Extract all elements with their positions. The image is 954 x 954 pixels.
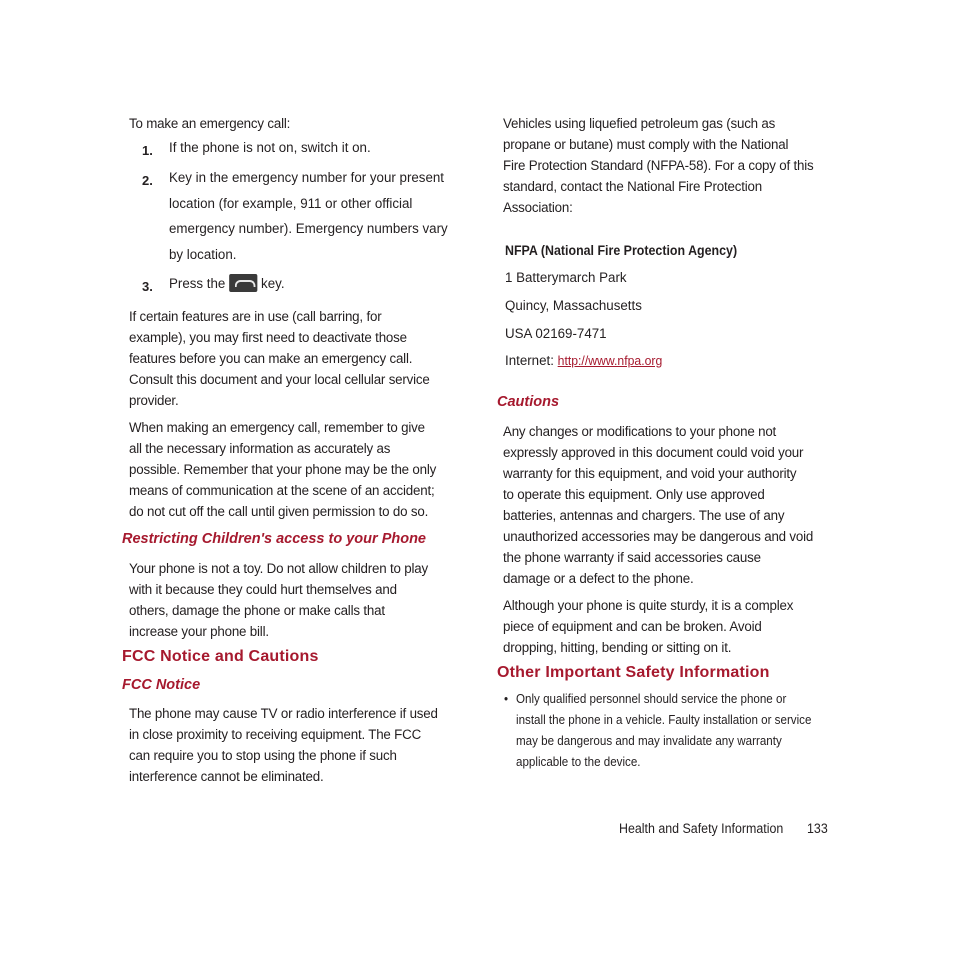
features-paragraph: If certain features are in use (call barring, for example), you may first need to deactivate those features before you can make an emergency call. Consult this document and your local cellular service provider.	[129, 309, 430, 409]
other-safety-heading: Other Important Safety Information	[497, 664, 770, 681]
step-3-number: 3.	[142, 279, 153, 294]
step-2-text: Key in the emergency number for your present location (for example, 911 or other official emergency number). Emergency numbers vary by location.	[169, 170, 448, 263]
send-key-icon	[229, 274, 257, 292]
lpg-paragraph: Vehicles using liquefied petroleum gas (such as propane or butane) must comply with the National Fire Protection Standard (NFPA-58). For a copy of this standard, contact the National Fire Protection Association:	[503, 116, 814, 216]
cautions-paragraph-2: Although your phone is quite sturdy, it is a complex piece of equipment and can be broken. Avoid dropping, hitting, bending or sitting on it.	[503, 598, 794, 656]
fcc-paragraph: The phone may cause TV or radio interference if used in close proximity to receiving equipment. The FCC can require you to stop using the phone if such interference cannot be eliminated.	[129, 706, 438, 785]
step-2-number: 2.	[142, 173, 153, 188]
cautions-paragraph-1: Any changes or modifications to your phone not expressly approved in this document could void your warranty for this equipment, and void your authority to operate this equipment. Only use approved batteries, antennas and chargers. The use of any unauthorized accessories may be dangerous and void the phone warranty if said accessories cause damage or a defect to the phone.	[503, 424, 814, 587]
address-line-2: Quincy, Massachusetts	[505, 298, 642, 314]
bullet-item-qualified-personnel: Only qualified personnel should service the phone or install the phone in a vehicle. Faulty installation or service may be dangerous and may invalidate any warranty applicable to the device.	[516, 691, 812, 769]
fcc-heading: FCC Notice and Cautions	[122, 648, 319, 665]
step-3-text: Press the key.	[169, 276, 285, 292]
intro-text: To make an emergency call:	[129, 116, 291, 132]
address-line-3: USA 02169-7471	[505, 326, 607, 342]
page-number: 133	[807, 821, 828, 836]
cautions-heading: Cautions	[497, 394, 560, 410]
nfpa-website-link[interactable]: http://www.nfpa.org	[557, 353, 663, 368]
step-1-text: If the phone is not on, switch it on.	[169, 140, 371, 156]
fcc-notice-heading: FCC Notice	[122, 677, 201, 693]
children-heading: Restricting Children's access to your Phone	[122, 531, 426, 547]
emergency-call-paragraph: When making an emergency call, remember to give all the necessary information as accurately as possible. Remember that your phone may be the only means of communication at the scene of an accident; do not cut off the call until given permission to do so.	[129, 420, 437, 520]
step-1-number: 1.	[142, 143, 153, 158]
internet-line: Internet: http://www.nfpa.org	[505, 353, 663, 369]
footer-section-title: Health and Safety Information	[619, 821, 784, 836]
address-line-1: 1 Batterymarch Park	[505, 270, 627, 286]
children-paragraph: Your phone is not a toy. Do not allow children to play with it because they could hurt themselves and others, damage the phone or make calls that increase your phone bill.	[129, 561, 429, 640]
nfpa-name: NFPA (National Fire Protection Agency)	[505, 243, 738, 258]
bullet-marker: •	[504, 691, 509, 706]
